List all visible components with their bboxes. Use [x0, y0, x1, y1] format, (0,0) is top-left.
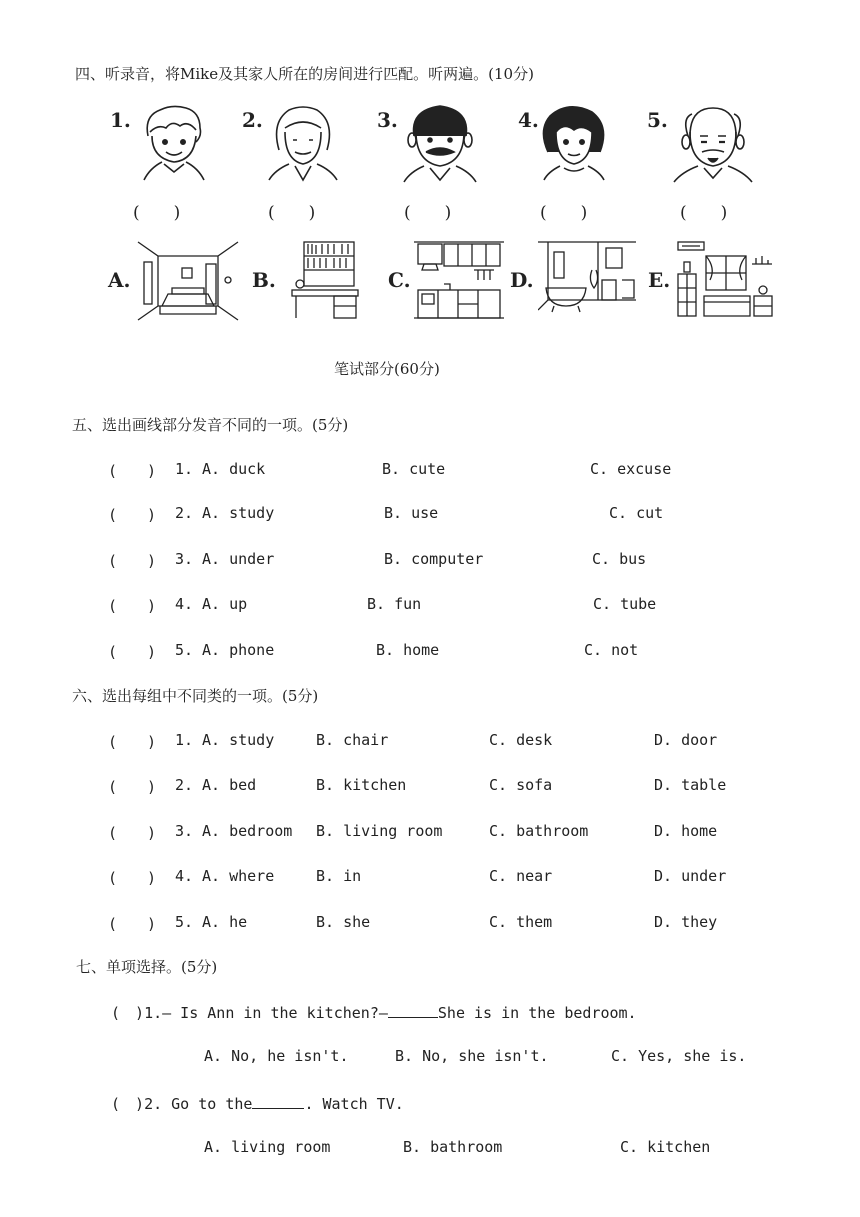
- s7-q1-option-a: A. No, he isn't.: [204, 1047, 349, 1065]
- s5-question-number-2: 2.: [175, 504, 194, 522]
- s5-answer-bracket-1[interactable]: ( ): [108, 462, 157, 480]
- s7-q1: [111, 1002, 637, 1023]
- s5-option-b-1: B. cute: [382, 460, 446, 478]
- bathroom-icon: [538, 240, 638, 320]
- s6-option-b-2: B. kitchen: [316, 776, 407, 794]
- answer-blank-5[interactable]: ( ): [680, 203, 728, 223]
- s7-q1-option-b: B. No, she isn't.: [395, 1047, 549, 1065]
- s6-option-d-5: D. they: [654, 913, 718, 931]
- living-room-icon: [676, 240, 776, 320]
- room-letter-c: C.: [388, 268, 411, 292]
- s5-option-c-5: C. not: [584, 641, 639, 659]
- room-letter-b: B.: [252, 268, 276, 292]
- s7-q2: [111, 1093, 404, 1114]
- s6-question-number-5: 5.: [175, 913, 194, 931]
- s6-option-c-5: C. them: [489, 913, 553, 931]
- answer-blank-3[interactable]: ( ): [404, 203, 452, 223]
- s6-option-a-3: A. bedroom: [202, 822, 293, 840]
- s7-q2-option-c: C. kitchen: [620, 1138, 711, 1156]
- s6-option-c-1: C. desk: [489, 731, 553, 749]
- s6-option-b-5: B. she: [316, 913, 371, 931]
- answer-blank-4[interactable]: ( ): [540, 203, 588, 223]
- kitchen-icon: [414, 240, 504, 322]
- s6-answer-bracket-5[interactable]: ( ): [108, 915, 157, 933]
- s5-option-a-3: A. under: [202, 550, 275, 568]
- person-number-1: 1.: [110, 108, 131, 132]
- s6-option-a-5: A. he: [202, 913, 248, 931]
- s6-option-a-1: A. study: [202, 731, 275, 749]
- section4-heading: 四、听录音，将Mike及其家人所在的房间进行匹配。听两遍。(10分): [75, 65, 534, 83]
- section6-heading: 六、选出每组中不同类的一项。(5分): [72, 687, 319, 705]
- s5-option-c-1: C. excuse: [590, 460, 672, 478]
- s7-q2-stem: 2. Go to the: [144, 1095, 253, 1113]
- s6-option-c-4: C. near: [489, 867, 553, 885]
- s5-option-c-4: C. tube: [593, 595, 657, 613]
- s6-answer-bracket-1[interactable]: ( ): [108, 733, 157, 751]
- s5-answer-bracket-2[interactable]: ( ): [108, 506, 157, 524]
- section5-heading: 五、选出画线部分发音不同的一项。(5分): [72, 416, 349, 434]
- s5-option-a-4: A. up: [202, 595, 248, 613]
- s7-q1-stem: 1.— Is Ann in the kitchen?—: [144, 1004, 388, 1022]
- s6-option-a-2: A. bed: [202, 776, 257, 794]
- s6-option-d-4: D. under: [654, 867, 727, 885]
- s5-option-a-2: A. study: [202, 504, 275, 522]
- boy-face-icon: [138, 102, 210, 182]
- s5-answer-bracket-3[interactable]: ( ): [108, 552, 157, 570]
- bedroom-icon: [136, 240, 240, 322]
- study-icon: [290, 240, 362, 320]
- s6-option-d-2: D. table: [654, 776, 727, 794]
- s7-answer-bracket-1[interactable]: ( ): [111, 1004, 145, 1022]
- room-letter-e: E.: [648, 268, 671, 292]
- room-letter-d: D.: [510, 268, 534, 292]
- answer-blank-1[interactable]: ( ): [133, 203, 181, 223]
- s7-answer-bracket-2[interactable]: ( ): [111, 1095, 145, 1113]
- s6-option-d-1: D. door: [654, 731, 718, 749]
- s6-option-a-4: A. where: [202, 867, 275, 885]
- s5-question-number-3: 3.: [175, 550, 194, 568]
- s5-option-b-5: B. home: [376, 641, 440, 659]
- father-face-icon: [400, 100, 480, 184]
- s5-question-number-4: 4.: [175, 595, 194, 613]
- s6-option-d-3: D. home: [654, 822, 718, 840]
- room-letter-a: A.: [108, 268, 131, 292]
- s6-option-b-1: B. chair: [316, 731, 389, 749]
- s7-q1-option-c: C. Yes, she is.: [611, 1047, 747, 1065]
- s5-option-a-1: A. duck: [202, 460, 266, 478]
- s6-question-number-3: 3.: [175, 822, 194, 840]
- s5-option-c-3: C. bus: [592, 550, 647, 568]
- person-number-5: 5.: [647, 108, 668, 132]
- s5-option-b-3: B. computer: [384, 550, 484, 568]
- s5-answer-bracket-5[interactable]: ( ): [108, 643, 157, 661]
- s7-q1-blank[interactable]: [388, 1003, 438, 1018]
- s5-answer-bracket-4[interactable]: ( ): [108, 597, 157, 615]
- person-number-2: 2.: [242, 108, 263, 132]
- s6-option-c-2: C. sofa: [489, 776, 553, 794]
- mother-face-icon: [538, 102, 610, 182]
- s6-question-number-1: 1.: [175, 731, 194, 749]
- answer-blank-2[interactable]: ( ): [268, 203, 316, 223]
- s6-question-number-4: 4.: [175, 867, 194, 885]
- section7-heading: 七、单项选择。(5分): [76, 958, 218, 976]
- s5-option-b-4: B. fun: [367, 595, 422, 613]
- person-number-4: 4.: [518, 108, 539, 132]
- s5-option-c-2: C. cut: [609, 504, 664, 522]
- grandfather-face-icon: [668, 102, 758, 184]
- s5-question-number-1: 1.: [175, 460, 194, 478]
- s6-answer-bracket-4[interactable]: ( ): [108, 869, 157, 887]
- s7-q1-stem-end: She is in the bedroom.: [437, 1004, 637, 1022]
- s7-q2-option-a: A. living room: [204, 1138, 331, 1156]
- written-part-title: 笔试部分(60分): [334, 360, 440, 378]
- s6-option-b-4: B. in: [316, 867, 362, 885]
- grandmother-face-icon: [265, 102, 341, 182]
- s6-option-c-3: C. bathroom: [489, 822, 589, 840]
- s5-option-a-5: A. phone: [202, 641, 275, 659]
- s6-answer-bracket-2[interactable]: ( ): [108, 778, 157, 796]
- s5-question-number-5: 5.: [175, 641, 194, 659]
- s7-q2-stem-end: . Watch TV.: [304, 1095, 404, 1113]
- s6-answer-bracket-3[interactable]: ( ): [108, 824, 157, 842]
- person-number-3: 3.: [377, 108, 398, 132]
- s7-q2-option-b: B. bathroom: [403, 1138, 503, 1156]
- s7-q2-blank[interactable]: [252, 1094, 304, 1109]
- s6-question-number-2: 2.: [175, 776, 194, 794]
- s5-option-b-2: B. use: [384, 504, 439, 522]
- s6-option-b-3: B. living room: [316, 822, 443, 840]
